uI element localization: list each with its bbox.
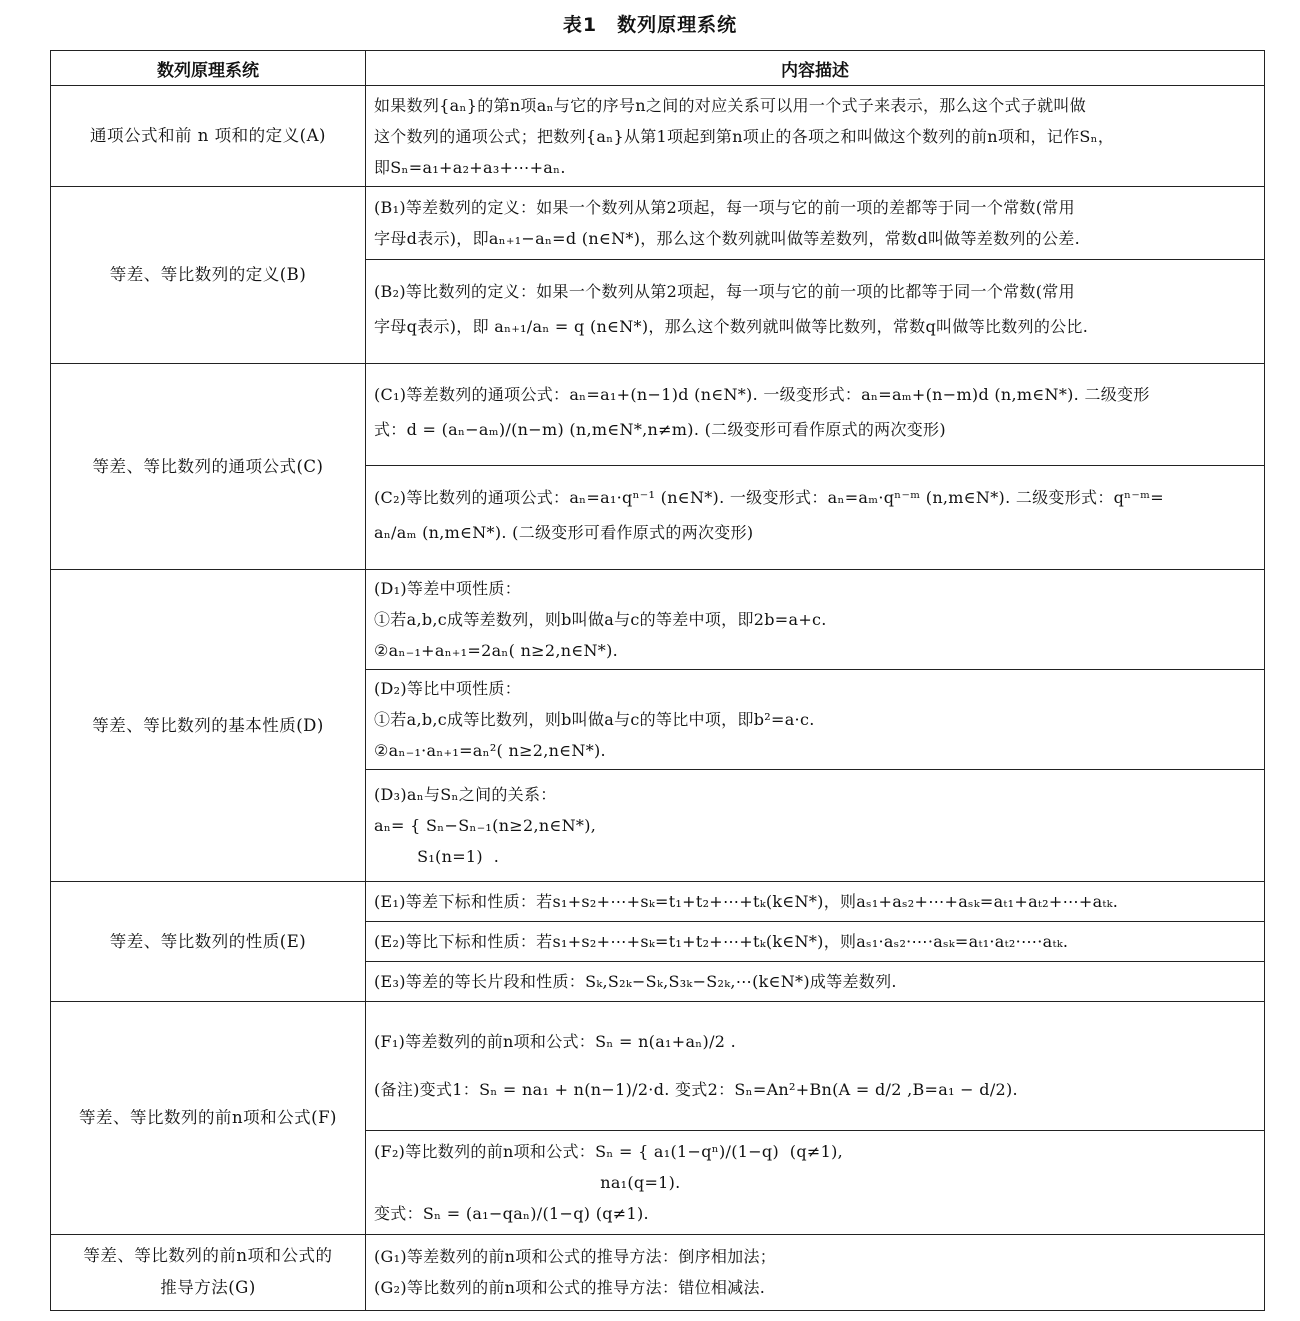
content-cell: (F₁)等差数列的前n项和公式：Sₙ = n(a₁+aₙ)/2 . (备注)变式1：Sₙ = na₁ + n(n−1)/2·d. 变式2：Sₙ=An²+Bn(A = d/2 ,B=a₁ − d/2). — [366, 1002, 1265, 1130]
content-cell: (G₁)等差数列的前n项和公式的推导方法：倒序相加法； (G₂)等比数列的前n项和公式的推导方法：错位相减法. — [366, 1234, 1265, 1310]
table-header-row — [51, 51, 1265, 86]
content-cell: (C₁)等差数列的通项公式：aₙ=a₁+(n−1)d (n∈N*). 一级变形式：aₙ=aₘ+(n−m)d (n,m∈N*). 二级变形 式：d = (aₙ−aₘ)/(n−m) (n,m∈N*,n≠m). (二级变形可看作原式的两次变形) — [366, 364, 1265, 465]
header-right: 内容描述 — [366, 51, 1265, 86]
table-row — [51, 1234, 1265, 1310]
content-cell: (D₁)等差中项性质： ①若a,b,c成等差数列，则b叫做a与c的等差中项，即2b=a+c. ②aₙ₋₁+aₙ₊₁=2aₙ( n≥2,n∈N*). — [366, 569, 1265, 669]
content-cell: (E₃)等差的等长片段和性质：Sₖ,S₂ₖ−Sₖ,S₃ₖ−S₂ₖ,⋯(k∈N*)成等差数列. — [366, 962, 1265, 1002]
table-row — [51, 1002, 1265, 1130]
header-left: 数列原理系统 — [51, 51, 366, 86]
content-cell: (D₃)aₙ与Sₙ之间的关系： aₙ= { Sₙ−Sₙ₋₁(n≥2,n∈N*), S₁(n=1) . — [366, 770, 1265, 882]
table-title: 表1 数列原理系统 — [562, 14, 738, 36]
content-cell: (E₂)等比下标和性质：若s₁+s₂+⋯+sₖ=t₁+t₂+⋯+tₖ(k∈N*)，则aₛ₁·aₛ₂·⋯·aₛₖ=aₜ₁·aₜ₂·⋯·aₜₖ. — [366, 922, 1265, 962]
table-row — [51, 187, 1265, 260]
content-cell: (B₁)等差数列的定义：如果一个数列从第2项起，每一项与它的前一项的差都等于同一个常数(常用 字母d表示)，即aₙ₊₁−aₙ=d (n∈N*)，那么这个数列就叫做等差数列，常数d叫做等差数列的公差. — [366, 187, 1265, 260]
table-row — [51, 882, 1265, 922]
section-label-e: 等差、等比数列的性质(E) — [51, 882, 366, 1002]
content-cell: (E₁)等差下标和性质：若s₁+s₂+⋯+sₖ=t₁+t₂+⋯+tₖ(k∈N*)，则aₛ₁+aₛ₂+⋯+aₛₖ=aₜ₁+aₜ₂+⋯+aₜₖ. — [366, 882, 1265, 922]
section-label-g: 等差、等比数列的前n项和公式的 推导方法(G) — [51, 1234, 366, 1310]
content-cell: (D₂)等比中项性质： ①若a,b,c成等比数列，则b叫做a与c的等比中项，即b²=a·c. ②aₙ₋₁·aₙ₊₁=aₙ²( n≥2,n∈N*). — [366, 669, 1265, 769]
content-cell: (C₂)等比数列的通项公式：aₙ=a₁·qⁿ⁻¹ (n∈N*). 一级变形式：aₙ=aₘ·qⁿ⁻ᵐ (n,m∈N*). 二级变形式：qⁿ⁻ᵐ= aₙ/aₘ (n,m∈N*). (二级变形可看作原式的两次变形) — [366, 465, 1265, 569]
section-label-b: 等差、等比数列的定义(B) — [51, 187, 366, 364]
table-row — [51, 569, 1265, 669]
content-cell: (B₂)等比数列的定义：如果一个数列从第2项起，每一项与它的前一项的比都等于同一个常数(常用 字母q表示)，即 aₙ₊₁/aₙ = q (n∈N*)，那么这个数列就叫做等比数列，常数q叫做等比数列的公比. — [366, 260, 1265, 364]
table-row — [51, 364, 1265, 465]
section-label-d: 等差、等比数列的基本性质(D) — [51, 569, 366, 881]
section-label-f: 等差、等比数列的前n项和公式(F) — [51, 1002, 366, 1234]
table-row — [51, 86, 1265, 187]
principle-table — [50, 50, 1265, 1311]
content-cell: 如果数列{aₙ}的第n项aₙ与它的序号n之间的对应关系可以用一个式子来表示，那么这个式子就叫做 这个数列的通项公式；把数列{aₙ}从第1项起到第n项止的各项之和叫做这个数列的前n项和，记作Sₙ， 即Sₙ=a₁+a₂+a₃+⋯+aₙ. — [366, 86, 1265, 187]
content-cell: (F₂)等比数列的前n项和公式：Sₙ = { a₁(1−qⁿ)/(1−q) (q≠1), na₁(q=1). 变式：Sₙ = (a₁−qaₙ)/(1−q) (q≠1). — [366, 1130, 1265, 1234]
section-label-c: 等差、等比数列的通项公式(C) — [51, 364, 366, 569]
section-label-a: 通项公式和前 n 项和的定义(A) — [51, 86, 366, 187]
